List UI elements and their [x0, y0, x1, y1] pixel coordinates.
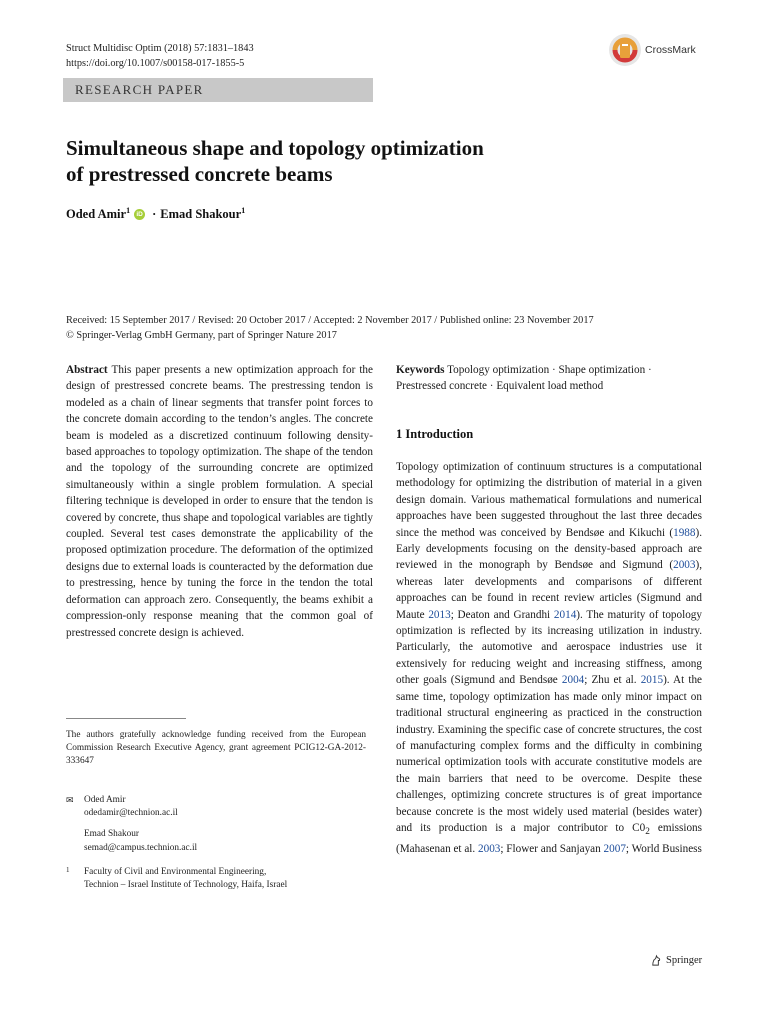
copyright-line: © Springer-Verlag GmbH Germany, part of Springer Nature 2017: [66, 330, 337, 341]
intro-text-6: ; Zhu et al.: [584, 674, 641, 687]
subscript-2: 2: [645, 827, 650, 838]
intro-text-9: ; Flower and Sanjayan: [500, 842, 604, 855]
abstract-text: This paper presents a new optimization approach for the design of prestressed concrete beams. The prestressing tendon is modeled as a chain of linear segments that transfer point forces to the concrete domain according to the tendon’s angles. The concrete beam is modeled as a discretized continuum following density-based approaches to topology optimization. The shape of the tendon and the topology of the surrounding concrete are optimized simultaneously within a single problem formulation. A special filtering technique is developed in order to ensure that the tendon is covered by concrete, thus shape and topological variables are tightly coupled. Several test cases demonstrate the applicability of the proposed optimization procedure. The deformation of the optimized designs due to external loads is counteracted by the deformation due to prestressing, hence by tuning the force in the tendon the total deformation can approach zero. Consequently, the beams exhibit a compression-only response meaning that the common goal of prestressed concrete design is achieved.: [66, 364, 373, 639]
title-line-1: Simultaneous shape and topology optimization: [66, 136, 484, 160]
publisher-name: Springer: [666, 955, 703, 966]
history-dates: Received: 15 September 2017 / Revised: 20 October 2017 / Accepted: 2 November 2017 / Published online: 23 November 2017: [66, 315, 594, 326]
author-affiliation-mark-1: 1: [126, 206, 131, 215]
introduction-paragraph: [396, 459, 702, 857]
publication-dates: [66, 313, 594, 343]
intro-text-8: emissions (Mahasenan et al.: [396, 821, 702, 855]
contact-name-2: Emad Shakour: [84, 829, 139, 840]
contact-email-2[interactable]: semad@campus.technion.ac.il: [84, 842, 198, 853]
affiliation-number: 1: [66, 866, 70, 874]
intro-text-1: Topology optimization of continuum structures is a computational methodology for optimizing the distribution of material in a given design domain. Various mathematical formulations and numerical approaches have been suggested throughout the last three decades since the method was conceived by Bendsøe and Kikuchi (: [396, 461, 702, 539]
citation-link-2014[interactable]: 2014: [553, 608, 577, 621]
citation-link-2004[interactable]: 2004: [561, 674, 585, 687]
author-name-2[interactable]: Emad Shakour: [160, 207, 242, 221]
citation-link-2003[interactable]: 2003: [673, 559, 696, 572]
citation-link-1988[interactable]: 1988: [673, 526, 696, 539]
intro-text-4: ; Deaton and Grandhi: [450, 608, 554, 621]
crossmark-icon: [607, 32, 643, 68]
citation-link-2007[interactable]: 2007: [603, 842, 626, 855]
author-separator: ·: [152, 207, 157, 221]
keywords-text: Topology optimization · Shape optimization · Prestressed concrete · Equivalent load method: [396, 364, 652, 393]
crossmark-label: CrossMark: [645, 44, 696, 56]
journal-reference: [66, 41, 254, 71]
contact-block: [84, 794, 366, 855]
title-line-2: of prestressed concrete beams: [66, 162, 333, 186]
citation-link-2013[interactable]: 2013: [428, 608, 451, 621]
footnote-divider: [66, 718, 186, 719]
paper-title: [66, 135, 666, 187]
citation-link-2015[interactable]: 2015: [640, 674, 664, 687]
abstract: [66, 362, 373, 641]
springer-horse-icon: [650, 954, 663, 967]
article-type-banner: [63, 78, 373, 102]
intro-text-10: ; World Business: [625, 842, 702, 855]
intro-text-5: ). The maturity of topology optimization is reflected by its increasing utilization in industry. Particularly, the automotive and aerospace industries use it extensively for reducing weight and increasing stiffness, among other goals (Sigmund and Bendsøe: [396, 608, 702, 687]
citation-link-2003-b[interactable]: 2003: [478, 842, 501, 855]
keywords-label: Keywords: [396, 364, 445, 376]
author-affiliation-mark-2: 1: [241, 206, 246, 215]
author-name-1[interactable]: Oded Amir: [66, 207, 127, 221]
envelope-icon: ✉: [66, 795, 74, 805]
contact-email-1[interactable]: odedamir@technion.ac.il: [84, 808, 178, 819]
crossmark-badge[interactable]: [607, 32, 696, 68]
intro-text-2: ). Early developments focusing on the density-based approach are reviewed in the monograph by Bendsøe and Sigmund (: [396, 526, 702, 572]
funding-note: The authors gratefully acknowledge funding received from the European Commission Research Executive Agency, grant agreement PCIG12-GA-2012-333647: [66, 730, 366, 767]
contact-name-1: Oded Amir: [84, 795, 126, 805]
orcid-icon[interactable]: iD: [134, 209, 145, 220]
affiliation-line-2: Technion – Israel Institute of Technology, Haifa, Israel: [84, 880, 288, 891]
abstract-label: Abstract: [66, 364, 108, 376]
corresponding-contacts: [66, 794, 366, 855]
intro-text-3: ), whereas later developments and comparisons of different approaches can be found in recent review articles (Sigmund and Maute: [396, 559, 702, 621]
publisher-logo[interactable]: [650, 954, 702, 967]
doi-link[interactable]: https://doi.org/10.1007/s00158-017-1855-5: [66, 58, 245, 69]
section-heading-introduction: 1 Introduction: [396, 427, 474, 441]
affiliation-note: [66, 866, 366, 892]
journal-citation: Struct Multidisc Optim (2018) 57:1831–1843: [66, 43, 254, 54]
keywords: [396, 362, 702, 395]
intro-text-7: ). At the same time, topology optimization has made only minor impact on traditional structural engineering as practiced in the construction industry. Examining the specific case of concrete structures, the cost of manufacturing complex forms and the difficulty in combining numerical optimization tools with accurate constitutive models are the main barriers that need to be overcome. Despite these challenges, optimizing concrete structures is of great importance because concrete is the most widely used material (besides water) and its production is a major contributor to C0: [396, 674, 703, 834]
affiliation-line-1: Faculty of Civil and Environmental Engineering,: [84, 867, 267, 877]
author-list: [66, 207, 245, 222]
affiliation-text: [84, 866, 366, 892]
article-type-label: RESEARCH PAPER: [75, 82, 204, 97]
